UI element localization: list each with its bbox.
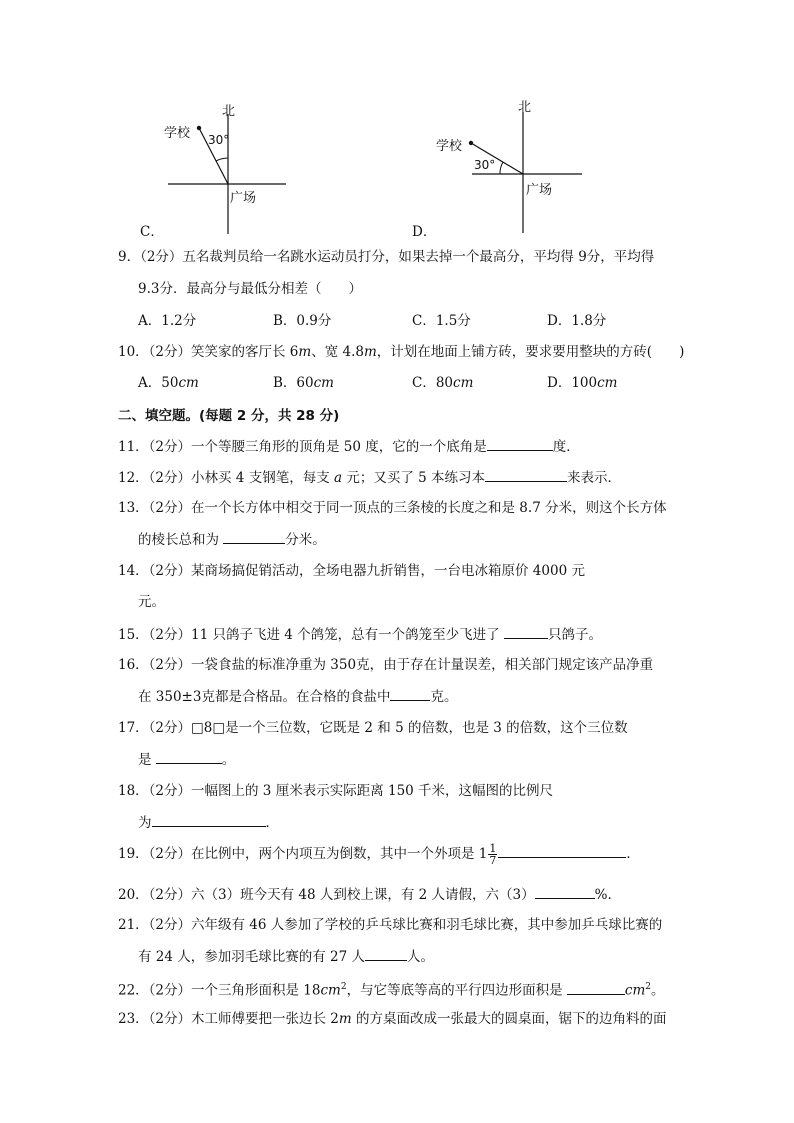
angle-label: 30° <box>208 133 230 147</box>
answer-blank[interactable] <box>223 529 285 544</box>
question-16-line1: 16．（2分）一袋食盐的标准净重为 350克，由于存在计量误差，相关部门规定该产品净重 <box>118 657 654 673</box>
option-c: C．1.5分 <box>412 313 471 329</box>
question-13-line1: 13．（2分）在一个长方体中相交于同一顶点的三条棱的长度之和是 8.7 分米，则这个长方体 <box>118 500 667 516</box>
option-a: A．50cm <box>138 375 199 391</box>
question-17-line1: 17．（2分）□8□是一个三位数，它既是 2 和 5 的倍数，也是 3 的倍数，这个三位数 <box>118 720 628 736</box>
question-9-line2: 9.3分．最高分与最低分相差（ ） <box>138 281 362 297</box>
question-12: 12．（2分）小林买 4 支钢笔，每支 a 元；又买了 5 本练习本 来表示． <box>118 467 621 488</box>
square-label: 广场 <box>230 191 257 206</box>
answer-blank[interactable] <box>365 946 407 961</box>
answer-blank[interactable] <box>498 843 626 858</box>
option-letter: D． <box>412 224 437 240</box>
question-23: 23．（2分）木工师傅要把一张边长 2m 的方桌面改成一张最大的圆桌面，锯下的边角料的面 <box>118 1011 667 1027</box>
option-b: B．60cm <box>273 375 334 391</box>
question-16-line2: 在 350±3克都是合格品。在合格的食盐中 克。 <box>138 686 457 707</box>
answer-blank[interactable] <box>390 686 430 701</box>
answer-blank[interactable] <box>504 624 548 639</box>
question-10: 10．（2分）笑笑家的客厅长 6m、宽 4.8m，计划在地面上铺方砖，要求要用整块的方砖( ) <box>118 344 685 360</box>
compass-diagram-c <box>140 100 310 240</box>
fraction: $\frac{1}{7}$ <box>489 842 497 867</box>
answer-blank[interactable] <box>487 436 553 451</box>
answer-blank[interactable] <box>535 884 595 899</box>
section-heading: 二、填空题。(每题 2 分，共 28 分) <box>118 408 340 424</box>
diagram-c <box>140 100 310 240</box>
answer-blank[interactable] <box>485 467 567 482</box>
option-d: D．100cm <box>547 375 618 391</box>
answer-blank[interactable] <box>567 980 625 995</box>
question-11: 11．（2分）一个等腰三角形的顶角是 50 度，它的一个底角是 度． <box>118 436 580 457</box>
question-15: 15．（2分）11 只鸽子飞进 4 个鸽笼，总有一个鸽笼至少飞进了 只鸽子。 <box>118 624 602 645</box>
angle-arc <box>216 158 228 161</box>
school-label: 学校 <box>164 126 191 141</box>
square-label: 广场 <box>526 183 553 198</box>
compass-diagram-d <box>412 95 592 240</box>
question-20: 20．（2分）六（3）班今天有 48 人到校上课，有 2 人请假，六（3） %. <box>118 884 612 905</box>
school-label: 学校 <box>436 139 463 154</box>
north-label: 北 <box>518 100 532 115</box>
option-b: B．0.9分 <box>273 313 332 329</box>
angle-arc <box>500 162 503 174</box>
question-22: 22．（2分）一个三角形面积是 $18cm^2$，与它等底等高的平行四边形面积是 $cm^2$。 <box>118 977 665 1001</box>
question-21-line2: 有 24 人，参加羽毛球比赛的有 27 人 人。 <box>138 946 434 967</box>
answer-blank[interactable] <box>152 812 266 827</box>
question-17-line2: 是 。 <box>138 749 235 770</box>
question-14-line1: 14．（2分）某商场搞促销活动，全场电器九折销售，一台电冰箱原价 4000 元 <box>118 563 585 579</box>
question-14-line2: 元。 <box>138 594 165 610</box>
option-a: A．1.2分 <box>138 313 197 329</box>
question-18-line1: 18．（2分）一幅图上的 3 厘米表示实际距离 150 千米，这幅图的比例尺 <box>118 783 554 799</box>
angle-label: 30° <box>474 158 496 172</box>
school-point <box>469 141 473 145</box>
answer-blank[interactable] <box>156 749 222 764</box>
diagram-d <box>412 95 592 240</box>
north-label: 北 <box>222 104 236 119</box>
school-point <box>197 126 201 130</box>
option-letter: C． <box>140 224 164 240</box>
question-21-line1: 21．（2分）六年级有 46 人参加了学校的乒乓球比赛和羽毛球比赛，其中参加乒乓球比赛的 <box>118 917 663 933</box>
option-c: C．80cm <box>412 375 474 391</box>
question-9-line1: 9．（2分）五名裁判员给一名跳水运动员打分，如果去掉一个最高分，平均得 9分，平均得 <box>118 249 655 265</box>
question-13-line2: 的棱长总和为 分米。 <box>138 529 326 550</box>
question-18-line2: 为 ． <box>138 812 279 833</box>
question-19: 19．（2分）在比例中，两个内项互为倒数，其中一个外项是 1 $\frac{1}{7}$ ． <box>118 842 640 867</box>
option-d: D．1.8分 <box>547 313 607 329</box>
